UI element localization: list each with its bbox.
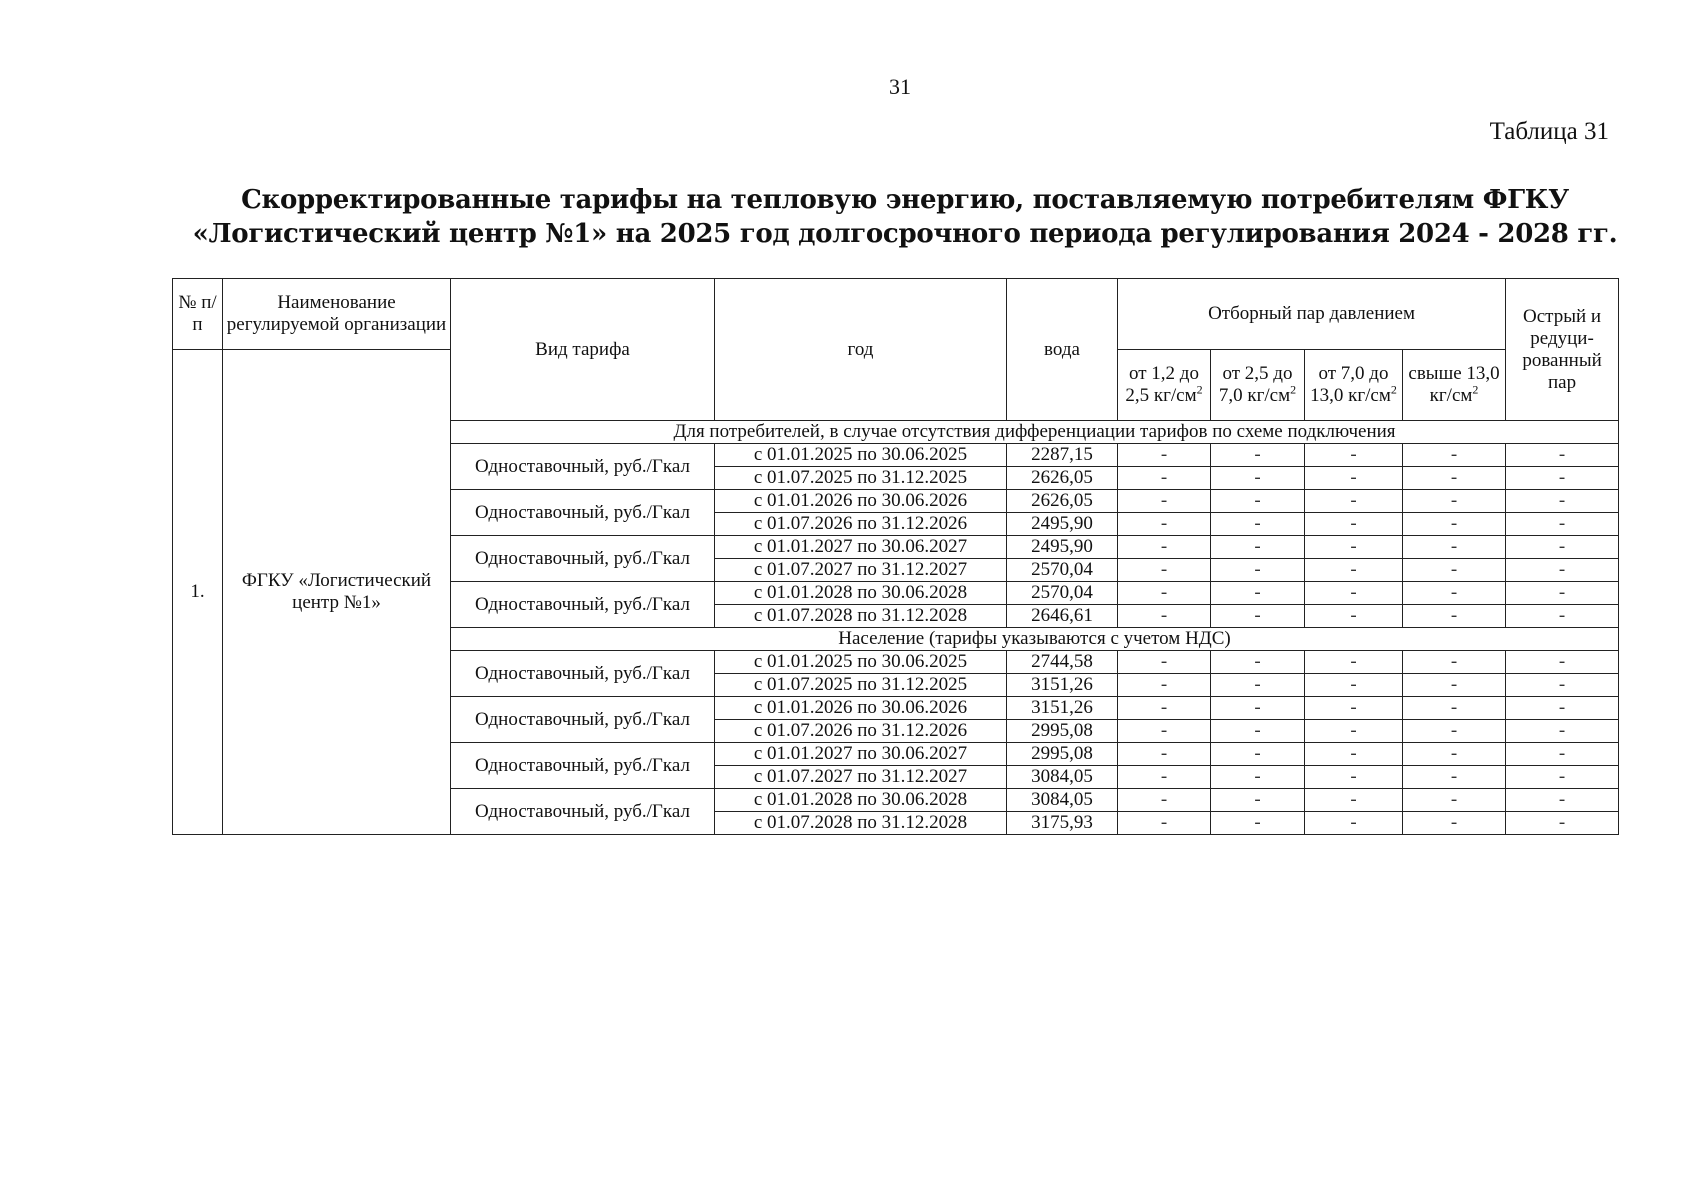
header-num: № п/п xyxy=(173,279,223,350)
empty-value-cell: - xyxy=(1403,697,1506,720)
period-cell: с 01.01.2026 по 30.06.2026 xyxy=(715,697,1007,720)
empty-value-cell: - xyxy=(1403,536,1506,559)
empty-value-cell: - xyxy=(1403,789,1506,812)
header-steam-group: Отборный пар давлением xyxy=(1118,279,1506,350)
water-value-cell: 2570,04 xyxy=(1007,559,1118,582)
empty-value-cell: - xyxy=(1506,651,1619,674)
water-value-cell: 2995,08 xyxy=(1007,720,1118,743)
empty-value-cell: - xyxy=(1506,490,1619,513)
water-value-cell: 2495,90 xyxy=(1007,513,1118,536)
empty-value-cell: - xyxy=(1506,674,1619,697)
empty-value-cell: - xyxy=(1118,559,1211,582)
period-cell: с 01.07.2025 по 31.12.2025 xyxy=(715,467,1007,490)
period-cell: с 01.01.2028 по 30.06.2028 xyxy=(715,582,1007,605)
water-value-cell: 3151,26 xyxy=(1007,674,1118,697)
water-value-cell: 2744,58 xyxy=(1007,651,1118,674)
table-caption: Таблица 31 xyxy=(1489,118,1609,145)
period-cell: с 01.01.2025 по 30.06.2025 xyxy=(715,651,1007,674)
water-value-cell: 2570,04 xyxy=(1007,582,1118,605)
header-water: вода xyxy=(1007,279,1118,421)
empty-value-cell: - xyxy=(1305,559,1403,582)
empty-value-cell: - xyxy=(1211,444,1305,467)
header-steam-1: от 1,2 до 2,5 $кг/см^2$ xyxy=(1118,350,1211,421)
empty-value-cell: - xyxy=(1211,467,1305,490)
header-steam-4: свыше 13,0 $кг/см^2$ xyxy=(1403,350,1506,421)
empty-value-cell: - xyxy=(1506,559,1619,582)
section-title: Для потребителей, в случае отсутствия дифференциации тарифов по схеме подключения xyxy=(451,421,1619,444)
empty-value-cell: - xyxy=(1211,513,1305,536)
empty-value-cell: - xyxy=(1403,513,1506,536)
empty-value-cell: - xyxy=(1305,812,1403,835)
empty-value-cell: - xyxy=(1118,582,1211,605)
empty-value-cell: - xyxy=(1506,536,1619,559)
empty-value-cell: - xyxy=(1211,582,1305,605)
header-tariff-type: Вид тарифа xyxy=(451,279,715,421)
empty-value-cell: - xyxy=(1211,789,1305,812)
empty-value-cell: - xyxy=(1211,559,1305,582)
tariff-type-cell: Одноставочный, руб./Гкал xyxy=(451,697,715,743)
empty-value-cell: - xyxy=(1118,513,1211,536)
empty-value-cell: - xyxy=(1403,490,1506,513)
empty-value-cell: - xyxy=(1403,605,1506,628)
header-sharp-steam: Острый и редуци-рованный пар xyxy=(1506,279,1619,421)
period-cell: с 01.07.2026 по 31.12.2026 xyxy=(715,513,1007,536)
empty-value-cell: - xyxy=(1403,651,1506,674)
tariff-type-cell: Одноставочный, руб./Гкал xyxy=(451,582,715,628)
empty-value-cell: - xyxy=(1305,697,1403,720)
tariff-type-cell: Одноставочный, руб./Гкал xyxy=(451,651,715,697)
document-title: Скорректированные тарифы на тепловую энергию, поставляемую потребителям ФГКУ «Логистический центр №1» на 2025 год долгосрочного периода регулирования 2024 - 2028 гг. xyxy=(192,185,1618,249)
empty-value-cell: - xyxy=(1305,467,1403,490)
period-cell: с 01.01.2028 по 30.06.2028 xyxy=(715,789,1007,812)
empty-value-cell: - xyxy=(1118,789,1211,812)
water-value-cell: 2626,05 xyxy=(1007,490,1118,513)
row-number: 1. xyxy=(173,350,223,835)
header-org: Наименование регулируемой организации xyxy=(223,279,451,350)
organization-name: ФГКУ «Логистический центр №1» xyxy=(223,350,451,835)
tariff-type-cell: Одноставочный, руб./Гкал xyxy=(451,743,715,789)
empty-value-cell: - xyxy=(1211,697,1305,720)
table-body xyxy=(173,279,1619,835)
empty-value-cell: - xyxy=(1305,651,1403,674)
water-value-cell: 2495,90 xyxy=(1007,536,1118,559)
header-steam-2: от 2,5 до 7,0 $кг/см^2$ xyxy=(1211,350,1305,421)
period-cell: с 01.07.2028 по 31.12.2028 xyxy=(715,605,1007,628)
empty-value-cell: - xyxy=(1118,605,1211,628)
empty-value-cell: - xyxy=(1118,444,1211,467)
empty-value-cell: - xyxy=(1403,559,1506,582)
tariff-type-cell: Одноставочный, руб./Гкал xyxy=(451,490,715,536)
empty-value-cell: - xyxy=(1403,720,1506,743)
empty-value-cell: - xyxy=(1403,467,1506,490)
period-cell: с 01.01.2026 по 30.06.2026 xyxy=(715,490,1007,513)
header-steam-3: от 7,0 до 13,0 $кг/см^2$ xyxy=(1305,350,1403,421)
empty-value-cell: - xyxy=(1118,743,1211,766)
empty-value-cell: - xyxy=(1305,674,1403,697)
water-value-cell: 2995,08 xyxy=(1007,743,1118,766)
header-row-1 xyxy=(173,279,1619,350)
empty-value-cell: - xyxy=(1305,605,1403,628)
empty-value-cell: - xyxy=(1506,582,1619,605)
empty-value-cell: - xyxy=(1118,720,1211,743)
empty-value-cell: - xyxy=(1305,582,1403,605)
page-number: 31 xyxy=(889,74,911,99)
header-year: год xyxy=(715,279,1007,421)
empty-value-cell: - xyxy=(1506,812,1619,835)
empty-value-cell: - xyxy=(1211,720,1305,743)
period-cell: с 01.07.2027 по 31.12.2027 xyxy=(715,766,1007,789)
empty-value-cell: - xyxy=(1506,697,1619,720)
tariff-type-cell: Одноставочный, руб./Гкал xyxy=(451,536,715,582)
empty-value-cell: - xyxy=(1211,605,1305,628)
water-value-cell: 2287,15 xyxy=(1007,444,1118,467)
period-cell: с 01.07.2027 по 31.12.2027 xyxy=(715,559,1007,582)
period-cell: с 01.07.2025 по 31.12.2025 xyxy=(715,674,1007,697)
empty-value-cell: - xyxy=(1118,467,1211,490)
empty-value-cell: - xyxy=(1403,444,1506,467)
water-value-cell: 2646,61 xyxy=(1007,605,1118,628)
water-value-cell: 3084,05 xyxy=(1007,766,1118,789)
empty-value-cell: - xyxy=(1305,766,1403,789)
empty-value-cell: - xyxy=(1211,674,1305,697)
empty-value-cell: - xyxy=(1118,651,1211,674)
empty-value-cell: - xyxy=(1211,536,1305,559)
section-title: Население (тарифы указываются с учетом НДС) xyxy=(451,628,1619,651)
empty-value-cell: - xyxy=(1211,766,1305,789)
period-cell: с 01.01.2027 по 30.06.2027 xyxy=(715,536,1007,559)
tariff-table xyxy=(172,278,1619,835)
empty-value-cell: - xyxy=(1506,720,1619,743)
empty-value-cell: - xyxy=(1118,697,1211,720)
tariff-type-cell: Одноставочный, руб./Гкал xyxy=(451,789,715,835)
empty-value-cell: - xyxy=(1211,651,1305,674)
empty-value-cell: - xyxy=(1305,513,1403,536)
empty-value-cell: - xyxy=(1506,789,1619,812)
empty-value-cell: - xyxy=(1305,720,1403,743)
empty-value-cell: - xyxy=(1118,536,1211,559)
empty-value-cell: - xyxy=(1403,582,1506,605)
empty-value-cell: - xyxy=(1506,467,1619,490)
empty-value-cell: - xyxy=(1118,674,1211,697)
empty-value-cell: - xyxy=(1211,490,1305,513)
empty-value-cell: - xyxy=(1403,743,1506,766)
water-value-cell: 3151,26 xyxy=(1007,697,1118,720)
period-cell: с 01.01.2025 по 30.06.2025 xyxy=(715,444,1007,467)
period-cell: с 01.01.2027 по 30.06.2027 xyxy=(715,743,1007,766)
empty-value-cell: - xyxy=(1211,743,1305,766)
water-value-cell: 3084,05 xyxy=(1007,789,1118,812)
empty-value-cell: - xyxy=(1211,812,1305,835)
period-cell: с 01.07.2026 по 31.12.2026 xyxy=(715,720,1007,743)
water-value-cell: 2626,05 xyxy=(1007,467,1118,490)
empty-value-cell: - xyxy=(1305,743,1403,766)
empty-value-cell: - xyxy=(1403,766,1506,789)
empty-value-cell: - xyxy=(1118,490,1211,513)
empty-value-cell: - xyxy=(1118,812,1211,835)
empty-value-cell: - xyxy=(1506,605,1619,628)
empty-value-cell: - xyxy=(1403,674,1506,697)
empty-value-cell: - xyxy=(1305,444,1403,467)
empty-value-cell: - xyxy=(1305,490,1403,513)
tariff-type-cell: Одноставочный, руб./Гкал xyxy=(451,444,715,490)
empty-value-cell: - xyxy=(1506,743,1619,766)
empty-value-cell: - xyxy=(1506,766,1619,789)
empty-value-cell: - xyxy=(1506,513,1619,536)
empty-value-cell: - xyxy=(1305,536,1403,559)
empty-value-cell: - xyxy=(1305,789,1403,812)
period-cell: с 01.07.2028 по 31.12.2028 xyxy=(715,812,1007,835)
empty-value-cell: - xyxy=(1506,444,1619,467)
empty-value-cell: - xyxy=(1118,766,1211,789)
water-value-cell: 3175,93 xyxy=(1007,812,1118,835)
empty-value-cell: - xyxy=(1403,812,1506,835)
